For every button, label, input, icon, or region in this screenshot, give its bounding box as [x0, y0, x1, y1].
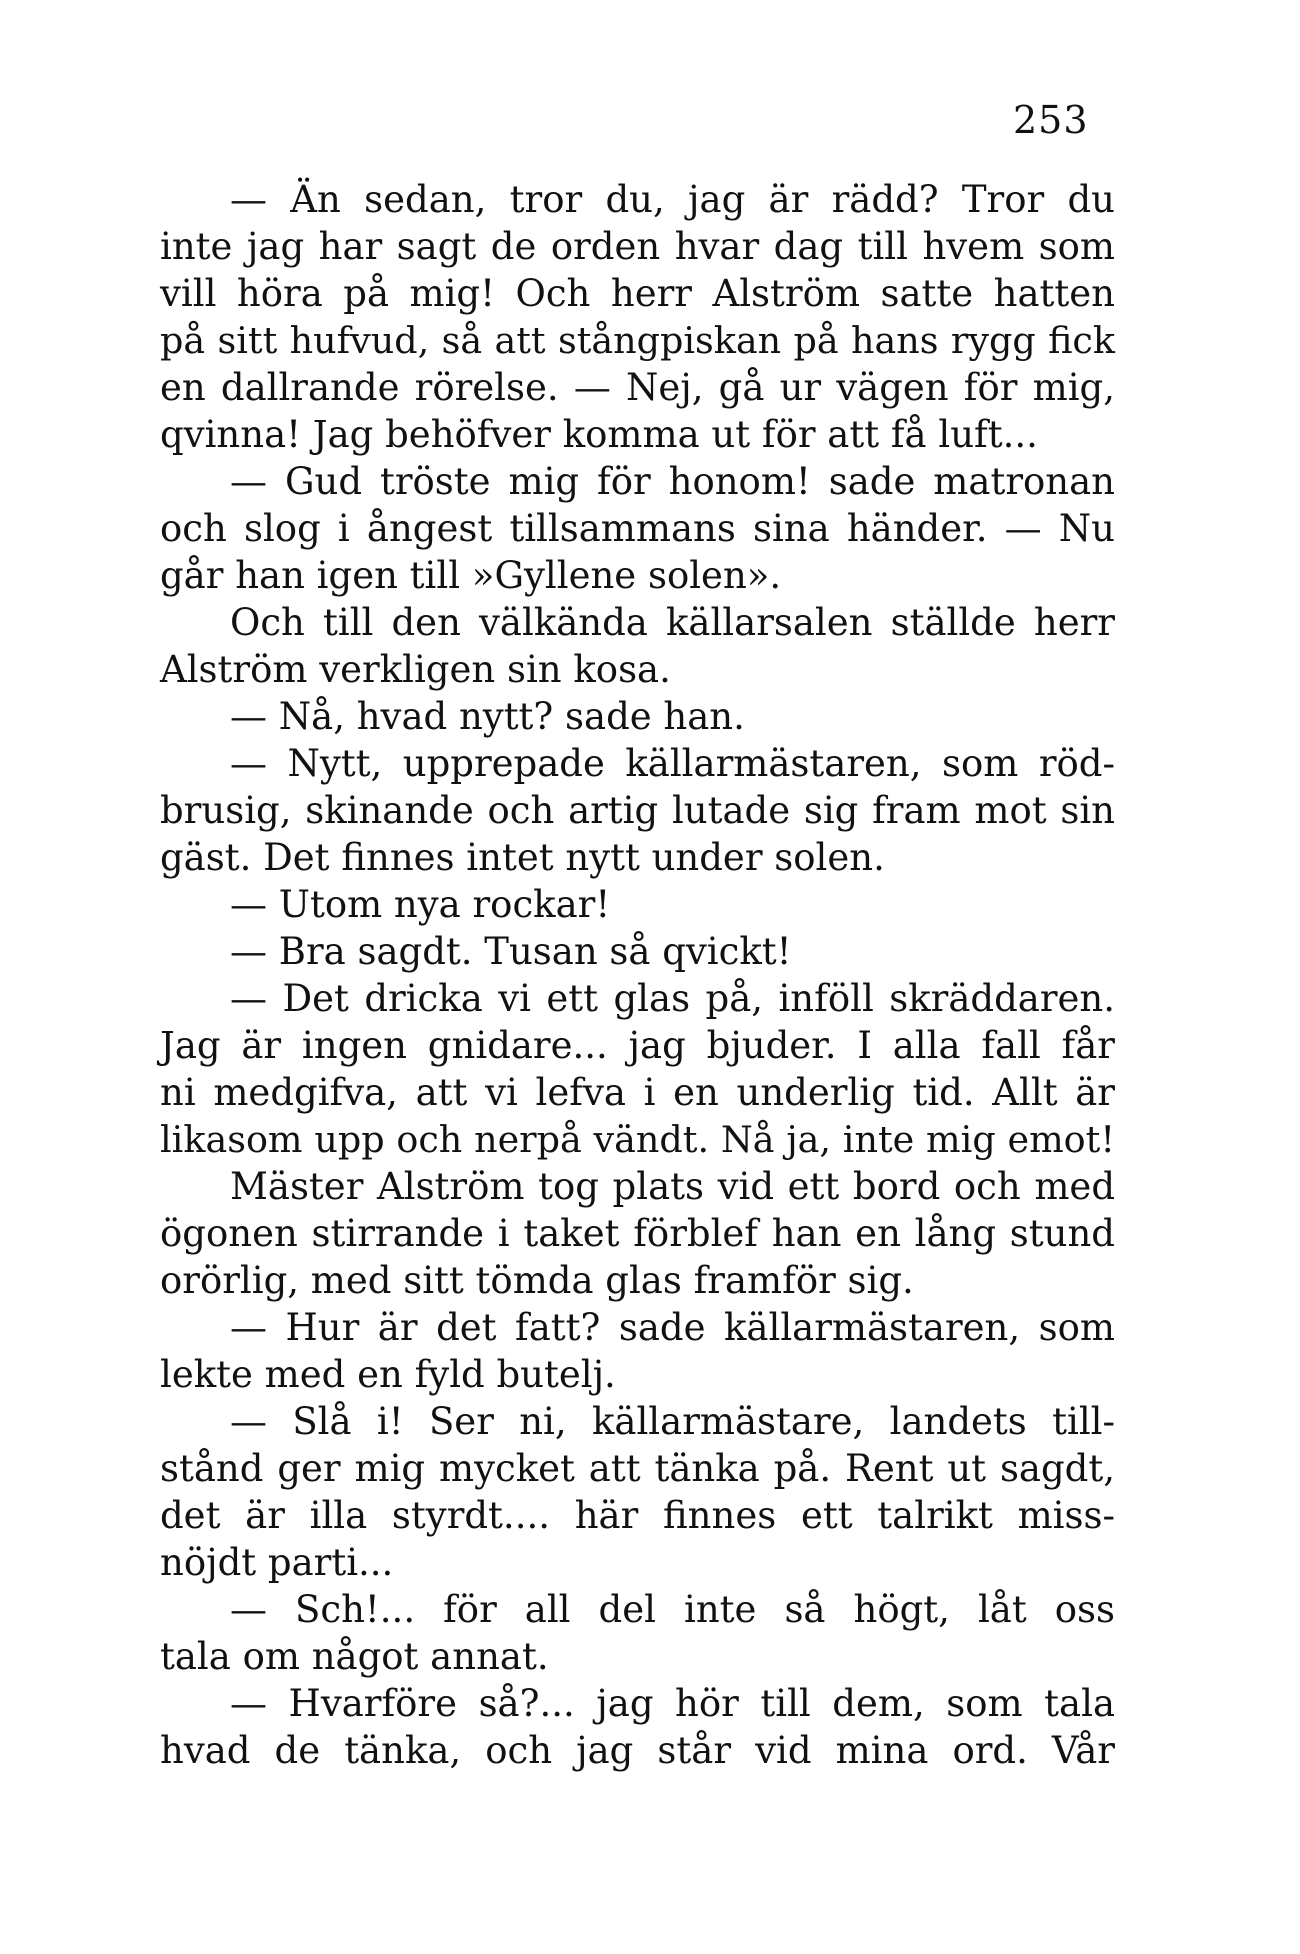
text-line: tala om något annat.	[160, 1635, 549, 1678]
text-line: gäst. Det finnes intet nytt under solen.	[160, 836, 885, 879]
text-line: — Bra sagdt. Tusan så qvickt!	[230, 930, 792, 973]
text-line: och slog i ångest tillsammans sina händer. — Nu	[160, 507, 1115, 550]
text-line: Mäster Alström tog plats vid ett bord och med	[230, 1165, 1115, 1208]
text-line: — Nytt, upprepade källarmästaren, som röd-	[230, 742, 1115, 785]
text-line: — Gud tröste mig för honom! sade matronan	[230, 460, 1115, 503]
text-line: lekte med en fyld butelj.	[160, 1353, 616, 1396]
text-line: — Slå i! Ser ni, källarmästare, landets till-	[230, 1400, 1115, 1443]
text-line: brusig, skinande och artig lutade sig fram mot sin	[160, 789, 1115, 832]
text-line: en dallrande rörelse. — Nej, gå ur vägen för mig,	[160, 366, 1115, 409]
text-line: Jag är ingen gnidare... jag bjuder. I alla fall får	[160, 1024, 1115, 1067]
text-line: går han igen till »Gyllene solen».	[160, 554, 782, 597]
text-line: Och till den välkända källarsalen ställde herr	[230, 601, 1115, 644]
body-text	[160, 176, 1115, 1774]
text-line: ögonen stirrande i taket förblef han en lång stund	[160, 1212, 1115, 1255]
text-line: stånd ger mig mycket att tänka på. Rent ut sagdt,	[160, 1447, 1115, 1490]
text-line: inte jag har sagt de orden hvar dag till hvem som	[160, 225, 1115, 268]
text-line: likasom upp och nerpå vändt. Nå ja, inte mig emot!	[160, 1118, 1115, 1161]
text-line: — Hvarföre så?... jag hör till dem, som tala	[230, 1682, 1115, 1725]
text-line: nöjdt parti...	[160, 1541, 394, 1584]
text-line: — Än sedan, tror du, jag är rädd? Tror du	[230, 178, 1115, 221]
text-line: det är illa styrdt.... här finnes ett talrikt miss-	[160, 1494, 1115, 1537]
page-number: 253	[1013, 98, 1089, 142]
text-line: hvad de tänka, och jag står vid mina ord. Vår	[160, 1729, 1115, 1772]
text-line: vill höra på mig! Och herr Alström satte hatten	[160, 272, 1115, 315]
text-line: orörlig, med sitt tömda glas framför sig.	[160, 1259, 914, 1302]
text-line: — Utom nya rockar!	[230, 883, 611, 926]
text-line: qvinna! Jag behöfver komma ut för att få luft...	[160, 413, 1038, 456]
text-line: — Sch!... för all del inte så högt, låt oss	[230, 1588, 1115, 1631]
text-line: på sitt hufvud, så att stångpiskan på hans rygg fick	[160, 319, 1115, 362]
text-line: — Det dricka vi ett glas på, inföll skräddaren.	[230, 977, 1115, 1020]
text-line: Alström verkligen sin kosa.	[160, 648, 671, 691]
text-line: ni medgifva, att vi lefva i en underlig tid. Allt är	[160, 1071, 1115, 1114]
text-line: — Nå, hvad nytt? sade han.	[230, 695, 745, 738]
text-line: — Hur är det fatt? sade källarmästaren, som	[230, 1306, 1115, 1349]
